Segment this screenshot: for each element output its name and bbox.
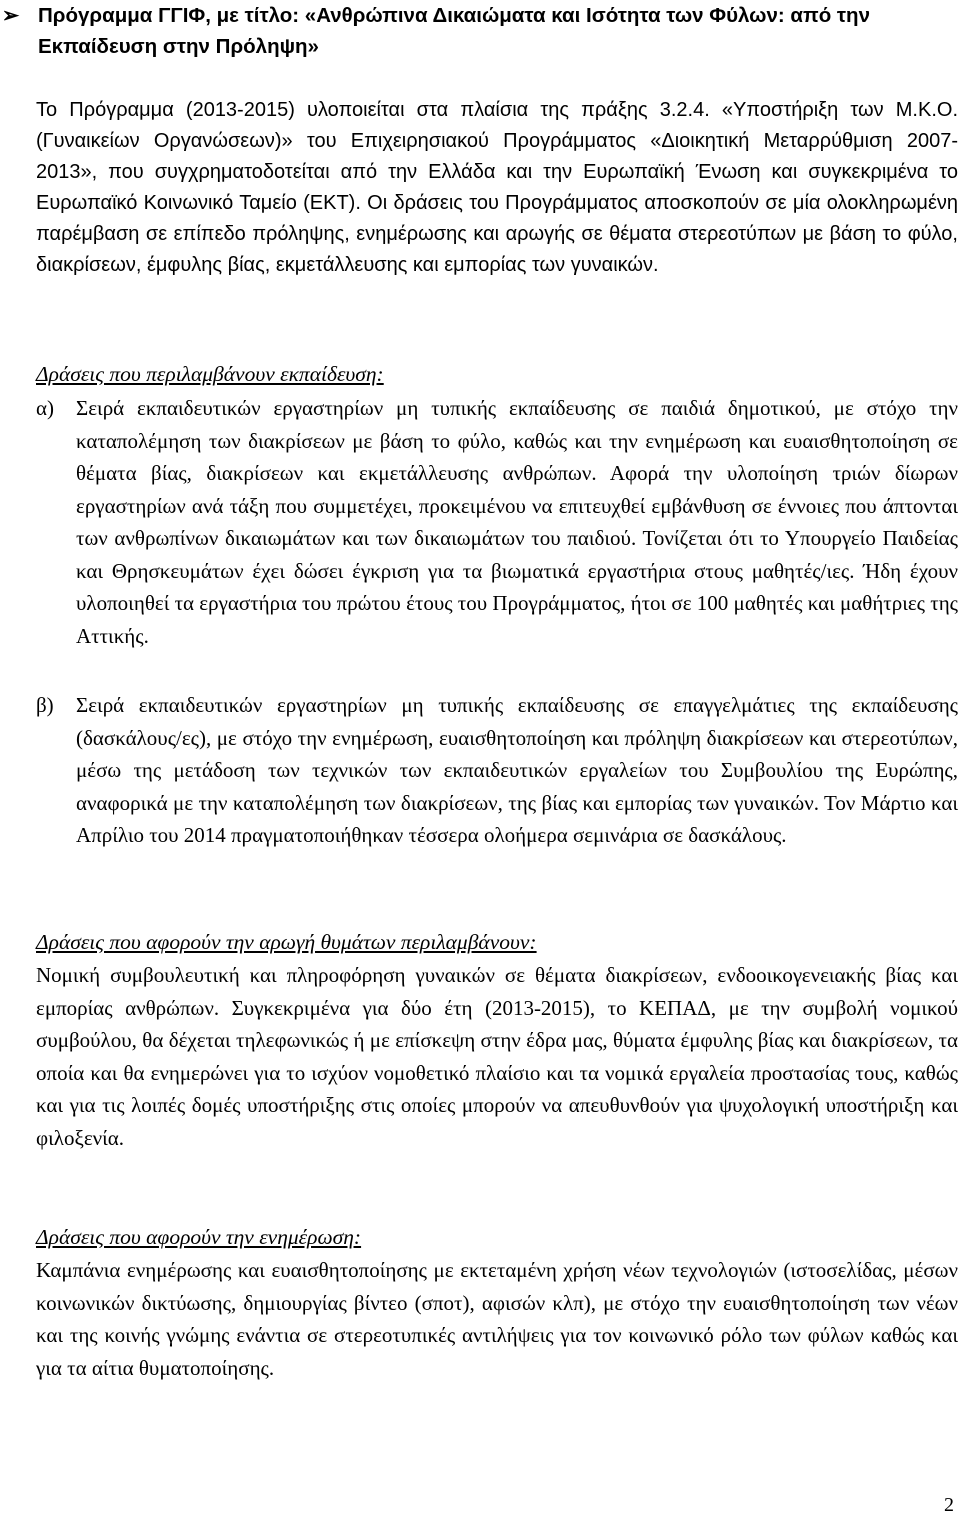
information-paragraph: Καμπάνια ενημέρωσης και ευαισθητοποίησης με εκτεταμένη χρήση νέων τεχνολογιών (ιστοσελίδας, μέσων κοινωνικών δικτύωσης, δημιουργίας βίντεο (σποτ), αφισών κλπ), με στόχο την ευαισθητοποίηση των νέων και της κοινής γνώμης ενάντια σε στερεοτυπικές αντιλήψεις για τον κοινωνικό ρόλο των φύλων καθώς και για τα αίτια θυματοποίησης. [36,1258,958,1380]
program-title: Πρόγραμμα ΓΓΙΦ, με τίτλο: «Ανθρώπινα Δικαιώματα και Ισότητα των Φύλων: από την Εκπαίδευση στην Πρόληψη» [38,4,870,58]
item-text: Σειρά εκπαιδευτικών εργαστηρίων μη τυπικής εκπαίδευσης σε επαγγελμάτιες της εκπαίδευσης (δασκάλους/ες), με στόχο την ενημέρωση, ευαισθητοποίηση και πρόληψη διακρίσεων και στερεοτύπων, μέσω της μετάδοση των τεχνικών των εκπαιδευτικών εργαλείων του Συμβουλίου της Ευρώπης, αναφορικά με την καταπολέμηση των διακρίσεων, της βίας και εμπορίας των γυναικών. Τον Μάρτιο και Απρίλιο του 2014 πραγματοποιήθηκαν τέσσερα ολοήμερα σεμινάρια σε δασκάλους. [76,693,958,847]
arrow-bullet-icon: ➢ [2,4,20,27]
item-marker: β) [36,693,54,717]
information-section-title: Δράσεις που αφορούν την ενημέρωση: [36,1225,362,1249]
item-text: Σειρά εκπαιδευτικών εργαστηρίων μη τυπικής εκπαίδευσης σε παιδιά δημοτικού, με στόχο την καταπολέμηση των διακρίσεων με βάση το φύλο, καθώς και την ενημέρωση και ευαισθητοποίηση σε θέματα βίας, διακρίσεων και εκμετάλλευσης ανθρώπων. Αφορά την υλοποίηση τριών δίωρων εργαστηρίων ανά τάξη που συμμετέχει, προκειμένου να επιτευχθεί εμβάνθυση σε έννοιες που άπτονται των ανθρωπίνων δικαιωμάτων και των δικαιωμάτων του παιδιού. Τονίζεται ότι το Υπουργείο Παιδείας και Θρησκευμάτων έχει δώσει έγκριση για τα βιωματικά εργαστήρια στους μαθητές/ιες. Ήδη έχουν υλοποιηθεί τα εργαστήρια του πρώτου έτους του Προγράμματος, ήτοι σε 100 μαθητές και μαθήτριες της Αττικής. [76,396,958,648]
page-number: 2 [944,1494,954,1516]
victims-support-paragraph: Νομική συμβουλευτική και πληροφόρηση γυναικών σε θέματα διακρίσεων, ενδοοικογενειακής βίας και εμπορίας ανθρώπων. Συγκεκριμένα για δύο έτη (2013-2015), το ΚΕΠΑΔ, με την συμβολή νομικού συμβούλου, θα δέχεται τηλεφωνικώς ή με επίσκεψη στην έδρα μας, θύματα έμφυλης βίας και διακρίσεων, τα οποία και θα ενημερώνει για το ισχύον νομοθετικό πλαίσιο και τα νομικά εργαλεία προστασίας τους, καθώς και για τις λοιπές δομές υποστήριξης στις οποίες μπορούν να απευθυνθούν για ψυχολογική υποστήριξη και φιλοξενία. [36,963,958,1150]
education-item-b [36,689,958,852]
education-item-a [36,392,958,652]
victims-support-section-title: Δράσεις που αφορούν την αρωγή θυμάτων περιλαμβάνουν: [36,930,537,954]
program-heading [0,0,948,62]
intro-paragraph: Το Πρόγραμμα (2013-2015) υλοποιείται στα πλαίσια της πράξης 3.2.4. «Υποστήριξη των Μ.Κ.Ο. (Γυναικείων Οργανώσεων)» του Επιχειρησιακού Προγράμματος «Διοικητική Μεταρρύθμιση 2007-2013», που συγχρηματοδοτείται από την Ελλάδα και την Ευρωπαϊκή Ένωση και συγκεκριμένα το Ευρωπαϊκό Κοινωνικό Ταμείο (ΕΚΤ). Οι δράσεις του Προγράμματος αποσκοπούν σε μία ολοκληρωμένη παρέμβαση σε επίπεδο πρόληψης, ενημέρωσης και αρωγής σε θέματα στερεοτύπων με βάση το φύλο, διακρίσεων, έμφυλης βίας, εκμετάλλευσης και εμπορίας των γυναικών. [36,99,958,276]
education-section-title: Δράσεις που περιλαμβάνουν εκπαίδευση: [36,362,384,386]
item-marker: α) [36,396,54,420]
